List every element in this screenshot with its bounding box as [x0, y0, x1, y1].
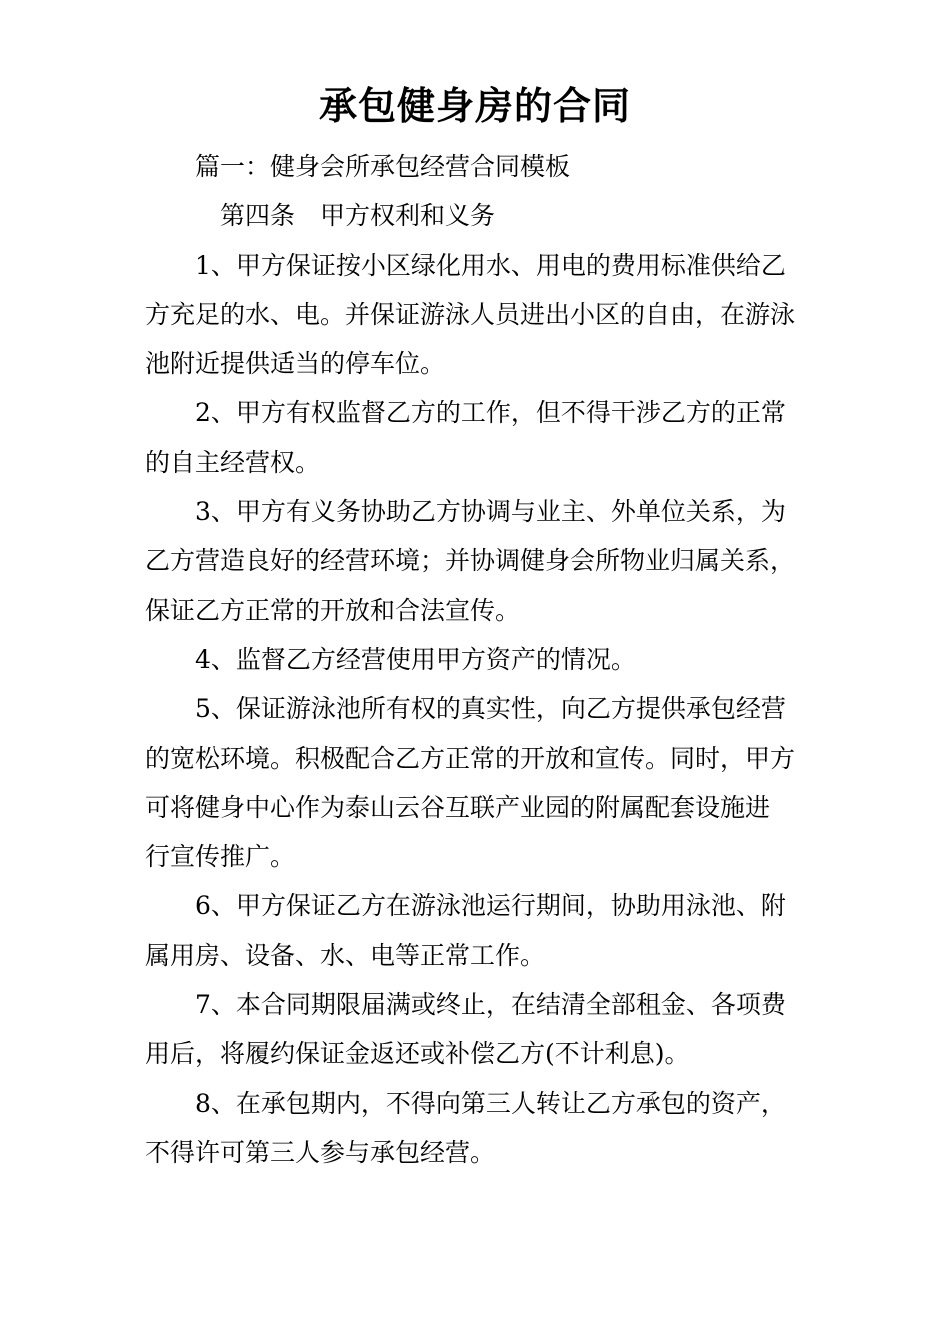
text-line: 7、本合同期限届满或终止，在结清全部租金、各项费: [195, 990, 786, 1020]
text-line: 保证乙方正常的开放和合法宣传。: [145, 595, 521, 625]
text-line: 5、保证游泳池所有权的真实性，向乙方提供承包经营: [195, 694, 786, 724]
document-title: 承包健身房的合同: [318, 83, 631, 128]
article-heading: 第四条 甲方权利和义务: [220, 201, 496, 231]
text-line: 属用房、设备、水、电等正常工作。: [145, 940, 546, 970]
text-line: 方充足的水、电。并保证游泳人员进出小区的自由，在游泳: [145, 299, 796, 329]
text-line: 的自主经营权。: [145, 447, 321, 477]
text-line: 乙方营造良好的经营环境；并协调健身会所物业归属关系，: [145, 546, 796, 576]
text-line: 1、甲方保证按小区绿化用水、用电的费用标准供给乙: [195, 250, 786, 280]
text-line: 的宽松环境。积极配合乙方正常的开放和宣传。同时，甲方: [145, 743, 796, 773]
text-line: 3、甲方有义务协助乙方协调与业主、外单位关系，为: [195, 497, 786, 527]
text-line: 用后，将履约保证金返还或补偿乙方(不计利息)。: [145, 1039, 690, 1069]
text-line: 池附近提供适当的停车位。: [145, 349, 446, 379]
document-body: [145, 142, 825, 1177]
text-line: 行宣传推广。: [145, 842, 296, 872]
text-line: 2、甲方有权监督乙方的工作，但不得干涉乙方的正常: [195, 398, 786, 428]
text-line: 可将健身中心作为泰山云谷互联产业园的附属配套设施进: [145, 792, 771, 822]
text-line: 不得许可第三人参与承包经营。: [145, 1137, 496, 1167]
text-line: 4、监督乙方经营使用甲方资产的情况。: [195, 644, 636, 674]
text-line: 6、甲方保证乙方在游泳池运行期间，协助用泳池、附: [195, 891, 786, 921]
section-heading: 篇一：健身会所承包经营合同模板: [195, 152, 571, 181]
text-line: 8、在承包期内，不得向第三人转让乙方承包的资产，: [195, 1088, 786, 1118]
